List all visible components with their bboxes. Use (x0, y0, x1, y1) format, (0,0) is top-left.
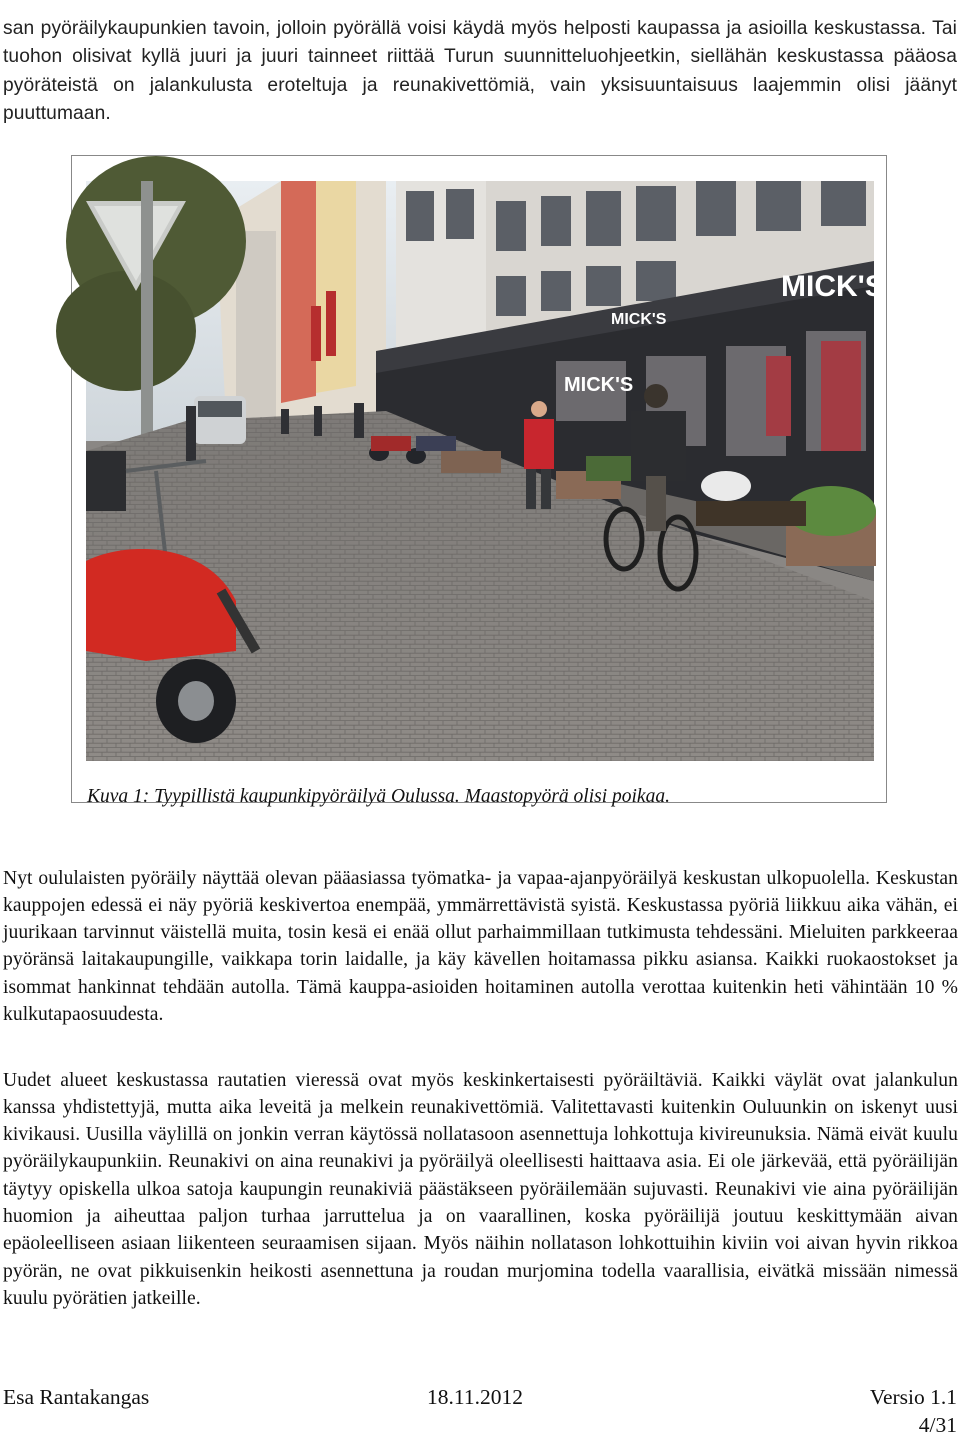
figure-caption: Kuva 1: Tyypillistä kaupunkipyöräilyä Oulussa. Maastopyörä olisi poikaa. (87, 785, 670, 807)
store-window-sign: MICK'S (564, 374, 634, 396)
store-sign-top: MICK'S (781, 270, 885, 303)
body-paragraph-2: Uudet alueet keskustassa rautatien vieressä ovat myös keskinkertaisesti pyöräiltäviä. Kaikki väylät ovat jalankulun kanssa yhdistettyjä, mutta aika leveitä ja melkein reunakivettömiä. Valitettavasti kuitenkin Ouluunkin on iskenyt uusi kivikausi. Uusilla väylillä on jonkin verran käytössä nollatasoon asennettuja lohkottuja kivireunuksia. Nämä eivät kuulu pyöräilykaupunkiin. Reunakivi on aina reunakivi ja pyöräilyä oleellisesti haittaava asia. Ei ole järkevää, että pyöräilijän täytyy opiskella ulkoa satoja kaupungin reunakiviä päästäkseen pyöräilemään sujuvasti. Reunakivi vie aina pyöräilijän huomion ja aiheuttaa paljon turhaa jarruttelua ja on vaarallinen, koska pyöräilijä joutuu keskittymään aivan epäoleelliseen asiaan liikenteen seuraamisen sijaan. Myös näihin nollatason lohkottuihin kiviin voi aivan hyvin rikkoa pyörän, ne ovat pikkuisenkin heikosti asennettuna ja roudan murjomina todella vaarallisia, eivätkä missään nimessä kuulu pyörätien jatkeille. (3, 1069, 958, 1309)
footer-date: 18.11.2012 (427, 1385, 523, 1409)
page-footer (3, 1385, 957, 1415)
page-number: 4/31 (918, 1413, 957, 1437)
footer-version: Versio 1.1 (869, 1385, 957, 1409)
body-paragraph-1: Nyt oululaisten pyöräily näyttää olevan pääasiassa työmatka- ja vapaa-ajanpyöräilyä keskustan ulkopuolella. Keskustan kauppojen edessä ei näy pyöriä keskivertoa enempää, ymmärrettävistä syistä. Keskustassa pyöriä liikkuu aika vähän, ei juurikaan tarvinnut väistellä muita, tosin kesä ei enää ollut parhaimmillaan tutkimusta tehdessäni. Mieluiten parkkeeraa pyöränsä laitakaupungille, vaikkapa torin laidalle, ja käy kävellen hoitamassa pikku asiansa. Kaikki ruokaostokset ja isommat hankinnat tehdään autolla. Tämä kauppa-asioiden hoitaminen autolla verottaa kuitenkin heti vähintään 10 % kulkutapaosuudesta. (3, 867, 958, 1026)
intro-paragraph: san pyöräilykaupunkien tavoin, jolloin pyörällä voisi käydä myös helposti kaupassa ja asioilla keskustassa. Tai tuohon olisivat kyllä juuri ja juuri tainneet riittää Turun suunnitteluohjeetkin, siellähän keskustassa pääosa pyöräteistä on jalankulusta eroteltuja ja reunakivettömiä, vain yksisuuntaisuus laajemmin olisi jäänyt puuttumaan. (3, 18, 957, 124)
store-sign-mid: MICK'S (611, 311, 667, 328)
footer-author: Esa Rantakangas (3, 1385, 150, 1409)
street-photo (86, 181, 885, 761)
